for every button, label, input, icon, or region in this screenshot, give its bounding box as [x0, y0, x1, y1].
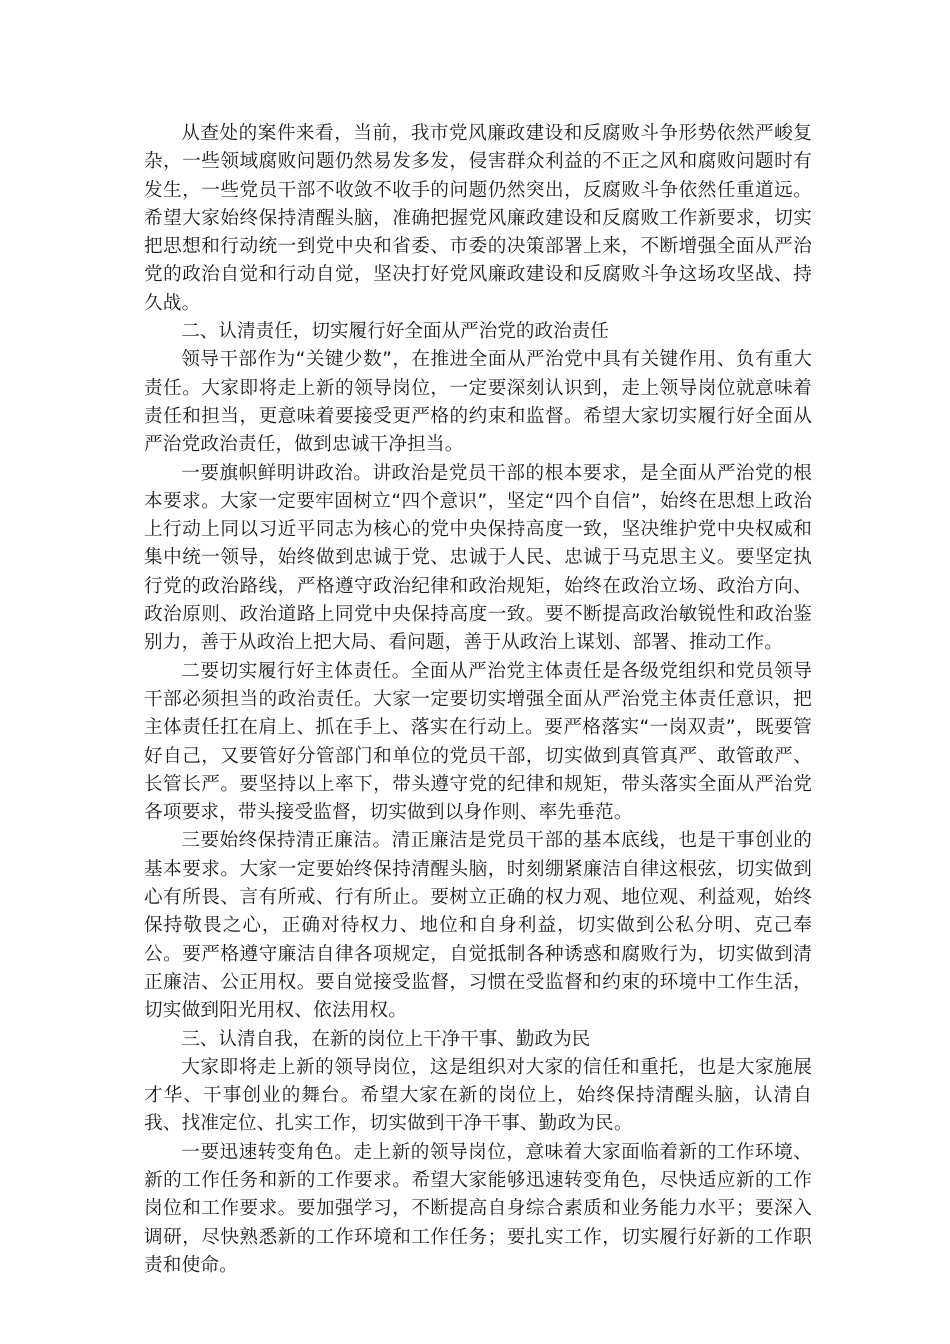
paragraph-key-minority: 领导干部作为“关键少数”，在推进全面从严治党中具有关键作用、负有重大责任。大家即将走上新的领导岗位，一定要深刻认识到，走上领导岗位就意味着责任和担当，更意味着要接受更严格的约束和监督。希望大家切实履行好全面从严治党政治责任，做到忠诚干净担当。	[144, 349, 812, 456]
paragraph-role-change: 一要迅速转变角色。走上新的领导岗位，意味着大家面临着新的工作环境、新的工作任务和新的工作要求。希望大家能够迅速转变角色，尽快适应新的工作岗位和工作要求。要加强学习，不断提高自身综合素质和业务能力水平；要深入调研，尽快熟悉新的工作环境和工作任务；要扎实工作，切实履行好新的工作职责和使命。	[144, 1141, 812, 1276]
paragraph-politics: 一要旗帜鲜明讲政治。讲政治是党员干部的根本要求，是全面从严治党的根本要求。大家一定要牢固树立“四个意识”，坚定“四个自信”，始终在思想上政治上行动上同以习近平同志为核心的党中央保持高度一致，坚决维护党中央权威和集中统一领导，始终做到忠诚于党、忠诚于人民、忠诚于马克思主义。要坚定执行党的政治路线，严格遵守政治纪律和政治规矩，始终在政治立场、政治方向、政治原则、政治道路上同党中央保持高度一致。要不断提高政治敏锐性和政治鉴别力，善于从政治上把大局、看问题，善于从政治上谋划、部署、推动工作。	[144, 462, 812, 654]
paragraph-integrity: 三要始终保持清正廉洁。清正廉洁是党员干部的基本底线，也是干事创业的基本要求。大家一定要始终保持清醒头脑，时刻绷紧廉洁自律这根弦，切实做到心有所畏、言有所戒、行有所止。要树立正确的权力观、地位观、利益观，始终保持敬畏之心，正确对待权力、地位和自身利益，切实做到公私分明、克己奉公。要严格遵守廉洁自律各项规定，自觉抵制各种诱惑和腐败行为，切实做到清正廉洁、公正用权。要自觉接受监督，习惯在受监督和约束的环境中工作生活，切实做到阳光用权、依法用权。	[144, 830, 812, 1022]
section-heading-3: 三、认清自我，在新的岗位上干净干事、勤政为民	[181, 1028, 591, 1050]
paragraph-situation: 从查处的案件来看，当前，我市党风廉政建设和反腐败斗争形势依然严峻复杂，一些领域腐败问题仍然易发多发，侵害群众利益的不正之风和腐败问题时有发生，一些党员干部不收敛不收手的问题仍然突出，反腐败斗争依然任重道远。希望大家始终保持清醒头脑，准确把握党风廉政建设和反腐败工作新要求，切实把思想和行动统一到党中央和省委、市委的决策部署上来，不断增强全面从严治党的政治自觉和行动自觉，坚决打好党风廉政建设和反腐败斗争这场攻坚战、持久战。	[144, 123, 812, 314]
section-heading-2: 二、认清责任，切实履行好全面从严治党的政治责任	[181, 321, 609, 343]
document-page	[144, 120, 812, 1280]
paragraph-new-position: 大家即将走上新的领导岗位，这是组织对大家的信任和重托，也是大家施展才华、干事创业的舞台。希望大家在新的岗位上，始终保持清醒头脑，认清自我、找准定位、扎实工作，切实做到干净干事、勤政为民。	[144, 1056, 812, 1135]
paragraph-main-responsibility: 二要切实履行好主体责任。全面从严治党主体责任是各级党组织和党员领导干部必须担当的政治责任。大家一定要切实增强全面从严治党主体责任意识，把主体责任扛在肩上、抓在手上、落实在行动上。要严格落实“一岗双责”，既要管好自己，又要管好分管部门和单位的党员干部，切实做到真管真严、敢管敢严、长管长严。要坚持以上率下，带头遵守党的纪律和规矩，带头落实全面从严治党各项要求，带头接受监督，切实做到以身作则、率先垂范。	[144, 660, 812, 824]
